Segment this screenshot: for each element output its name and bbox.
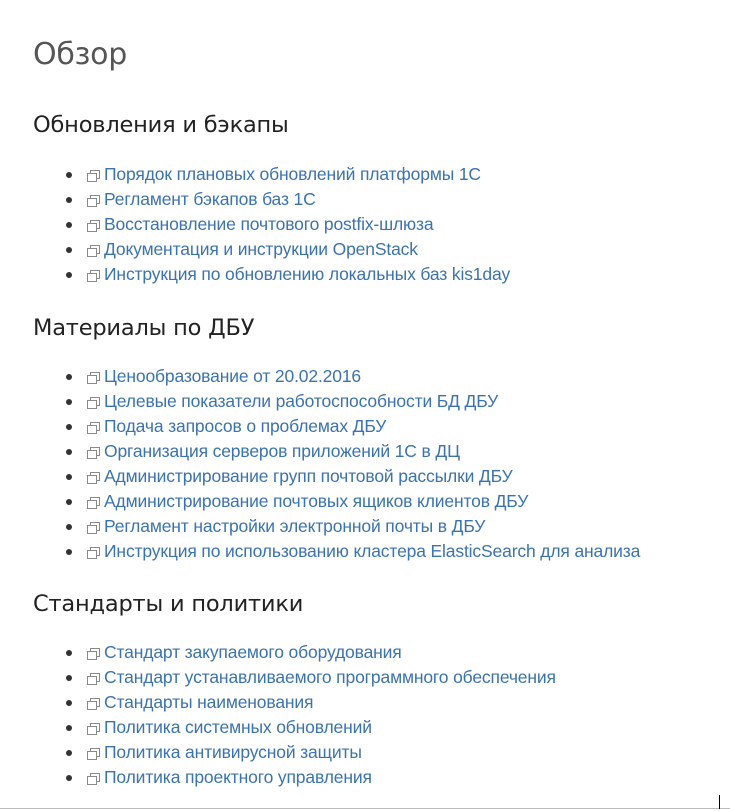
bullet-icon: [66, 665, 74, 690]
list-item: [33, 715, 730, 740]
list-item: [33, 740, 730, 765]
page-link[interactable]: Подача запросов о проблемах ДБУ: [104, 416, 387, 436]
page-link[interactable]: Стандарт устанавливаемого программного обеспечения: [104, 667, 556, 687]
section-standards-policies: [33, 590, 730, 790]
bullet-icon: [66, 237, 74, 262]
page-link[interactable]: Документация и инструкции OpenStack: [104, 239, 418, 259]
page-link[interactable]: Политика системных обновлений: [104, 717, 372, 737]
page-link[interactable]: Администрирование групп почтовой рассылки ДБУ: [104, 466, 513, 486]
page-link[interactable]: Политика проектного управления: [104, 767, 372, 787]
list-item: [33, 389, 730, 414]
list-item: [33, 212, 730, 237]
list-item: [33, 187, 730, 212]
bullet-icon: [66, 640, 74, 665]
bullet-icon: [66, 162, 74, 187]
list-item: [33, 464, 730, 489]
page-icon: [87, 372, 100, 383]
page-icon: [87, 547, 100, 558]
page-link[interactable]: Инструкция по обновлению локальных баз kis1day: [104, 264, 511, 284]
link-list: [33, 640, 730, 790]
bullet-icon: [66, 464, 74, 489]
page-icon: [87, 270, 100, 281]
section-updates-backups: [33, 111, 730, 287]
page-icon: [87, 773, 100, 784]
page-link[interactable]: Стандарты наименования: [104, 692, 314, 712]
page-icon: [87, 472, 100, 483]
list-item: [33, 414, 730, 439]
section-heading: Материалы по ДБУ: [33, 315, 255, 341]
list-item: [33, 640, 730, 665]
text-cursor-icon: [719, 795, 720, 809]
bullet-icon: [66, 262, 74, 287]
bullet-icon: [66, 489, 74, 514]
page-icon: [87, 748, 100, 759]
page-link[interactable]: Восстановление почтового postfix-шлюза: [104, 214, 434, 234]
bullet-icon: [66, 539, 74, 564]
page-icon: [87, 698, 100, 709]
page-link[interactable]: Регламент настройки электронной почты в ДБУ: [104, 516, 486, 536]
bullet-icon: [66, 715, 74, 740]
bullet-icon: [66, 212, 74, 237]
bullet-icon: [66, 765, 74, 790]
bottom-divider: [0, 808, 730, 809]
bullet-icon: [66, 740, 74, 765]
list-item: [33, 364, 730, 389]
page-link[interactable]: Организация серверов приложений 1С в ДЦ: [104, 441, 460, 461]
page-icon: [87, 195, 100, 206]
bullet-icon: [66, 364, 74, 389]
list-item: [33, 665, 730, 690]
list-item: [33, 489, 730, 514]
bullet-icon: [66, 439, 74, 464]
list-item: [33, 514, 730, 539]
page-link[interactable]: Политика антивирусной защиты: [104, 742, 362, 762]
bullet-icon: [66, 187, 74, 212]
page-link[interactable]: Ценообразование от 20.02.2016: [104, 366, 361, 386]
page-icon: [87, 648, 100, 659]
section-dbu-materials: [33, 314, 730, 564]
page-link[interactable]: Стандарт закупаемого оборудования: [104, 642, 402, 662]
page-icon: [87, 723, 100, 734]
page-title: Обзор: [33, 37, 127, 72]
page-link[interactable]: Порядок плановых обновлений платформы 1С: [104, 164, 481, 184]
page-link[interactable]: Администрирование почтовых ящиков клиентов ДБУ: [104, 491, 529, 511]
page-link[interactable]: Инструкция по использованию кластера ElasticSearch для анализа: [104, 541, 641, 561]
link-list: [33, 364, 730, 564]
page-link[interactable]: Регламент бэкапов баз 1С: [104, 189, 316, 209]
list-item: [33, 162, 730, 187]
page-icon: [87, 447, 100, 458]
list-item: [33, 237, 730, 262]
page-icon: [87, 220, 100, 231]
list-item: [33, 539, 730, 564]
page-icon: [87, 245, 100, 256]
section-heading: Обновления и бэкапы: [33, 112, 289, 138]
page-icon: [87, 397, 100, 408]
bullet-icon: [66, 690, 74, 715]
page-link[interactable]: Целевые показатели работоспособности БД ДБУ: [104, 391, 499, 411]
page-icon: [87, 673, 100, 684]
list-item: [33, 690, 730, 715]
page-icon: [87, 170, 100, 181]
bullet-icon: [66, 514, 74, 539]
page-icon: [87, 522, 100, 533]
list-item: [33, 765, 730, 790]
page-icon: [87, 497, 100, 508]
bullet-icon: [66, 389, 74, 414]
link-list: [33, 162, 730, 287]
list-item: [33, 262, 730, 287]
section-heading: Стандарты и политики: [33, 591, 304, 617]
bullet-icon: [66, 414, 74, 439]
page-icon: [87, 422, 100, 433]
list-item: [33, 439, 730, 464]
